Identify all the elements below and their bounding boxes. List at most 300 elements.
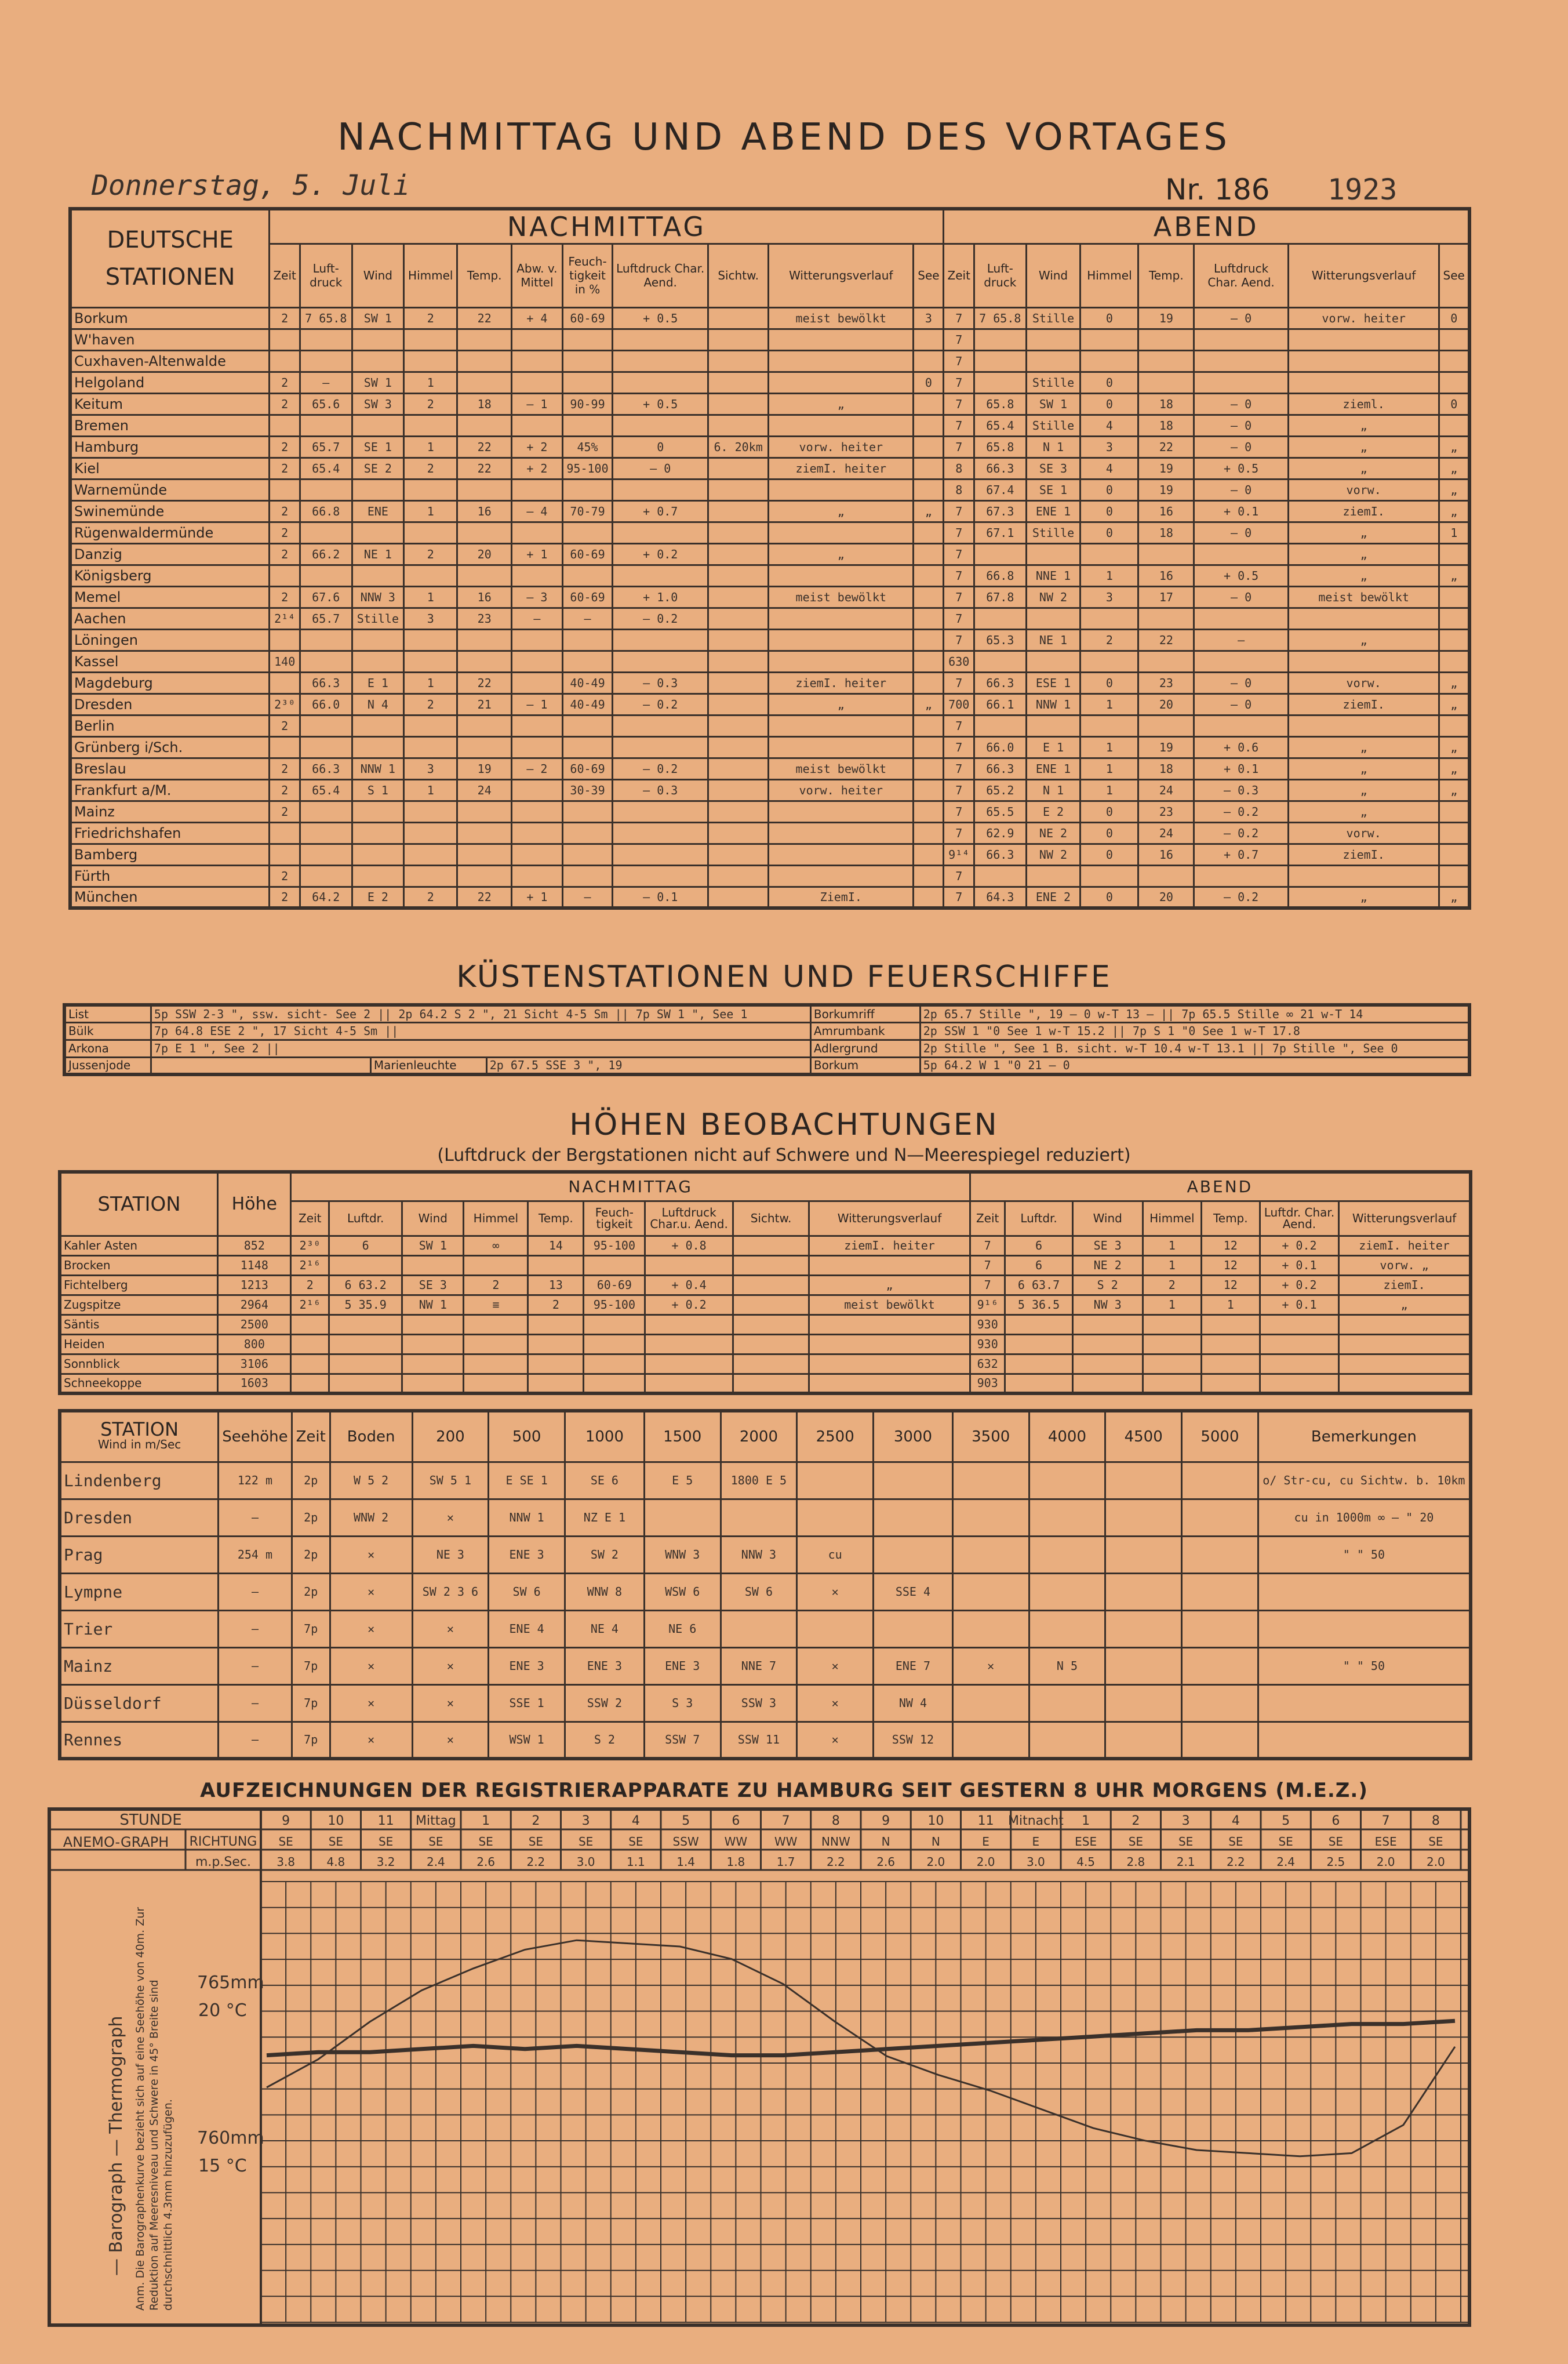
wind-cell: NW 4: [874, 1684, 953, 1722]
hoehen-nachmittag-cell: 6 63.2: [329, 1275, 402, 1295]
hoehen-nachmittag-cell: [645, 1374, 733, 1393]
nachmittag-cell: [404, 801, 457, 822]
abend-cell: NE 1: [1026, 629, 1080, 651]
kuesten-value-left: 7p E 1 ", See 2 ||: [151, 1040, 810, 1057]
hoehen-station-name: Brocken: [60, 1255, 218, 1275]
abend-cell: [1439, 844, 1469, 865]
nachmittag-cell: [914, 736, 944, 758]
nachmittag-cell: [512, 672, 563, 693]
abend-cell: [974, 715, 1026, 736]
wind-cell: [874, 1610, 953, 1647]
report-year: 1923: [1327, 173, 1398, 206]
hoehen-abend-cell: 903: [970, 1374, 1005, 1393]
hoehen-nachmittag-cell: [528, 1334, 584, 1354]
abend-cell: „: [1288, 887, 1439, 908]
nachmittag-cell: [300, 522, 352, 543]
abend-cell: [1439, 801, 1469, 822]
main-table-row: [70, 543, 1469, 565]
nachmittag-cell: [613, 822, 708, 844]
nachmittag-cell: [613, 415, 708, 436]
nachmittag-cell: [352, 565, 404, 586]
nachmittag-cell: 1: [404, 500, 457, 522]
station-name: Keitum: [70, 393, 270, 415]
abend-cell: [1288, 350, 1439, 372]
abend-cell: 0: [1080, 479, 1138, 500]
abend-cell: [1439, 865, 1469, 887]
wind-cell: [874, 1462, 953, 1499]
nachmittag-cell: [613, 565, 708, 586]
nachmittag-cell: 22: [457, 672, 512, 693]
nachmittag-cell: —: [562, 887, 613, 908]
hour-label: 9: [282, 1814, 290, 1828]
abend-cell: — 0.2: [1194, 801, 1289, 822]
nachmittag-cell: [769, 844, 914, 865]
nachmittag-cell: [404, 565, 457, 586]
richtung-value: SE: [578, 1835, 594, 1849]
station-name: Kassel: [70, 651, 270, 672]
abend-cell: ENE 2: [1026, 887, 1080, 908]
hoehen-title: HÖHEN BEOBACHTUNGEN: [569, 1107, 999, 1142]
abend-cell: 20: [1138, 693, 1194, 715]
hour-label: 6: [732, 1814, 740, 1828]
wind-cell: 254 m: [219, 1536, 292, 1573]
station-name: Danzig: [70, 543, 270, 565]
hoehen-nachmittag-cell: 2: [528, 1295, 584, 1314]
nachmittag-cell: 67.6: [300, 586, 352, 608]
nachmittag-cell: [914, 457, 944, 479]
wind-cell: NNE 7: [721, 1647, 797, 1684]
nachmittag-cell: [270, 672, 300, 693]
abend-cell: [1288, 372, 1439, 393]
nachmittag-cell: [404, 715, 457, 736]
hoehen-abend-cell: 5 36.5: [1005, 1295, 1072, 1314]
hoehen-nachmittag-cell: [645, 1314, 733, 1334]
hour-label: 4: [631, 1814, 640, 1828]
nachmittag-cell: [562, 372, 613, 393]
richtung-value: SSW: [672, 1835, 699, 1849]
nachmittag-cell: —: [512, 608, 563, 629]
nachmittag-cell: „: [769, 393, 914, 415]
nachmittag-cell: meist bewölkt: [769, 307, 914, 329]
abend-cell: [1194, 329, 1289, 350]
nachmittag-cell: 2: [404, 393, 457, 415]
hour-label: 10: [328, 1814, 344, 1828]
abend-cell: [1439, 822, 1469, 844]
nachmittag-cell: 60-69: [562, 758, 613, 779]
main-col-n-9: Witterungsverlauf: [769, 244, 914, 307]
wind-cell: [874, 1536, 953, 1573]
nachmittag-cell: 16: [457, 586, 512, 608]
hoehen-abend-cell: 930: [970, 1334, 1005, 1354]
abend-cell: „: [1439, 887, 1469, 908]
main-table-row: [70, 500, 1469, 522]
abend-cell: 24: [1138, 822, 1194, 844]
hoehen-nachmittag-cell: + 0.8: [645, 1236, 733, 1255]
wind-cell: 2p: [292, 1536, 330, 1573]
nachmittag-cell: 2: [404, 887, 457, 908]
hoehen-abend-cell: [1143, 1354, 1201, 1374]
hoehen-nachmittag-cell: 2³⁰: [291, 1236, 329, 1255]
hoehen-abend-cell: [1143, 1374, 1201, 1393]
nachmittag-cell: [300, 329, 352, 350]
speed-value: 2.6: [876, 1855, 896, 1869]
abend-cell: + 0.7: [1194, 844, 1289, 865]
main-table-row: [70, 693, 1469, 715]
nachmittag-cell: [404, 415, 457, 436]
hoehen-row: [60, 1236, 1471, 1255]
abend-cell: [1138, 329, 1194, 350]
main-table-row: [70, 672, 1469, 693]
richtung-value: SE: [1328, 1835, 1344, 1849]
abend-cell: „: [1288, 779, 1439, 801]
hoehen-nachmittag-cell: [464, 1334, 528, 1354]
hoehen-nachmittag-cell: [291, 1334, 329, 1354]
abend-cell: 65.2: [974, 779, 1026, 801]
abend-cell: 65.3: [974, 629, 1026, 651]
speed-value: 4.5: [1076, 1855, 1096, 1869]
hoehen-col-a-1: Luftdr.: [1005, 1201, 1072, 1236]
nachmittag-cell: [270, 565, 300, 586]
abend-cell: 0: [1080, 801, 1138, 822]
abend-cell: 7: [944, 801, 974, 822]
hoehen-subtitle: (Luftdruck der Bergstationen nicht auf Schwere und N—Meerespiegel reduziert): [437, 1145, 1131, 1165]
speed-value: 2.4: [1276, 1855, 1296, 1869]
abend-cell: 7: [944, 608, 974, 629]
station-name: Borkum: [70, 307, 270, 329]
abend-cell: [1080, 329, 1138, 350]
nachmittag-cell: [708, 779, 769, 801]
nachmittag-cell: [769, 736, 914, 758]
wind-col-8: 2500: [797, 1411, 874, 1462]
wind-cell: ✕: [330, 1573, 412, 1610]
nachmittag-cell: [613, 865, 708, 887]
nachmittag-cell: [270, 844, 300, 865]
main-table-row: [70, 608, 1469, 629]
nachmittag-cell: [512, 736, 563, 758]
nachmittag-cell: [613, 801, 708, 822]
wind-cell: NE 3: [412, 1536, 489, 1573]
hoehen-nachmittag-cell: [733, 1295, 809, 1314]
nachmittag-cell: vorw. heiter: [769, 779, 914, 801]
abend-cell: [1080, 608, 1138, 629]
abend-cell: 0: [1080, 672, 1138, 693]
abend-cell: „: [1288, 629, 1439, 651]
nachmittag-cell: [769, 822, 914, 844]
nachmittag-cell: — 0: [613, 457, 708, 479]
nachmittag-cell: SW 3: [352, 393, 404, 415]
hoehen-abend-cell: 9¹⁶: [970, 1295, 1005, 1314]
wind-station-name: Prag: [60, 1536, 219, 1573]
hoehen-row: [60, 1374, 1471, 1393]
main-col-a-7: See: [1439, 244, 1469, 307]
nachmittag-cell: [914, 629, 944, 651]
abend-cell: [1194, 651, 1289, 672]
wind-cell: 7p: [292, 1722, 330, 1759]
nachmittag-cell: [708, 629, 769, 651]
main-col-n-7: Luftdruck Char. Aend.: [613, 244, 708, 307]
wind-cell: ENE 7: [874, 1647, 953, 1684]
hoehen-nachmittag-cell: [584, 1334, 645, 1354]
nachmittag-cell: [512, 844, 563, 865]
abend-cell: 7: [944, 372, 974, 393]
kuesten-station-left: Arkona: [64, 1040, 151, 1057]
hour-label: 10: [927, 1814, 944, 1828]
nachmittag-cell: [562, 629, 613, 651]
main-col-a-5: Luftdruck Char. Aend.: [1194, 244, 1289, 307]
hoehen-abend-cell: 7: [970, 1255, 1005, 1275]
nachmittag-cell: 2: [270, 307, 300, 329]
main-col-a-3: Himmel: [1080, 244, 1138, 307]
speed-value: 2.0: [1426, 1855, 1445, 1869]
wind-cell: [952, 1722, 1029, 1759]
hoehen-abend-cell: + 0.1: [1260, 1255, 1338, 1275]
wind-col-14: Bemerkungen: [1258, 1411, 1471, 1462]
nachmittag-cell: [708, 736, 769, 758]
hoehen-abend-cell: 6: [1005, 1255, 1072, 1275]
kuesten-row: [64, 1057, 1469, 1074]
nachmittag-cell: 23: [457, 608, 512, 629]
hoehen-nachmittag-cell: 95-100: [584, 1295, 645, 1314]
speed-value: 1.7: [776, 1855, 795, 1869]
wind-cell: 7p: [292, 1610, 330, 1647]
nachmittag-cell: NNW 1: [352, 758, 404, 779]
nachmittag-cell: 2: [270, 758, 300, 779]
nachmittag-cell: [404, 844, 457, 865]
nachmittag-cell: [352, 350, 404, 372]
nachmittag-cell: [914, 543, 944, 565]
nachmittag-cell: [769, 372, 914, 393]
hoehen-abend-cell: ziemI. heiter: [1339, 1236, 1471, 1255]
wind-cell: ✕: [412, 1684, 489, 1722]
nachmittag-cell: 3: [914, 307, 944, 329]
side-anm-wrap: [133, 1893, 203, 2311]
hoehen-nachmittag-cell: [464, 1314, 528, 1334]
hoehen-nachmittag-cell: [733, 1354, 809, 1374]
main-table-row: [70, 350, 1469, 372]
hoehen-nachmittag-cell: [291, 1314, 329, 1334]
wind-cell: [952, 1610, 1029, 1647]
nachmittag-cell: [562, 651, 613, 672]
main-col-n-1: Luft-druck: [300, 244, 352, 307]
abend-cell: „: [1288, 457, 1439, 479]
abend-cell: 0: [1080, 500, 1138, 522]
abend-cell: [1288, 865, 1439, 887]
main-col-n-5: Abw. v. Mittel: [512, 244, 563, 307]
abend-cell: „: [1439, 672, 1469, 693]
hoehen-nachmittag-cell: [402, 1354, 464, 1374]
kuesten-station-right: Borkum: [810, 1057, 920, 1074]
abend-cell: „: [1288, 801, 1439, 822]
nachmittag-cell: [352, 715, 404, 736]
nachmittag-cell: [404, 479, 457, 500]
nachmittag-cell: [457, 801, 512, 822]
nachmittag-cell: [512, 865, 563, 887]
wind-cell: S 2: [565, 1722, 645, 1759]
nachmittag-cell: S 1: [352, 779, 404, 801]
abend-cell: „: [1288, 415, 1439, 436]
main-table-row: [70, 415, 1469, 436]
wind-cell: 7p: [292, 1647, 330, 1684]
abend-cell: [1026, 651, 1080, 672]
wind-cell: [1029, 1536, 1105, 1573]
abend-cell: NE 2: [1026, 822, 1080, 844]
main-table-row: [70, 372, 1469, 393]
wind-cell: [644, 1499, 721, 1536]
main-table-row: [70, 436, 1469, 457]
nachmittag-cell: [613, 629, 708, 651]
hoehen-nachmittag-cell: 2: [291, 1275, 329, 1295]
wind-station-name: Lindenberg: [60, 1462, 219, 1499]
nachmittag-cell: N 4: [352, 693, 404, 715]
wind-cell: [1182, 1462, 1258, 1499]
speed-value: 2.0: [976, 1855, 995, 1869]
nachmittag-cell: [708, 522, 769, 543]
nachmittag-cell: [404, 822, 457, 844]
nachmittag-cell: [769, 329, 914, 350]
abend-cell: „: [1439, 758, 1469, 779]
speed-value: 3.0: [1026, 1855, 1045, 1869]
nachmittag-cell: [914, 672, 944, 693]
abend-cell: — 0: [1194, 307, 1289, 329]
t-hi-label: 20 °C: [198, 2000, 247, 2021]
richtung-value: SE: [1278, 1835, 1293, 1849]
nachmittag-cell: [914, 329, 944, 350]
wind-cell: SSE 4: [874, 1573, 953, 1610]
hoehen-col-n-4: Temp.: [528, 1201, 584, 1236]
abend-cell: [1194, 372, 1289, 393]
hour-label: 4: [1231, 1814, 1240, 1828]
wind-cell: [1029, 1462, 1105, 1499]
abend-cell: „: [1288, 758, 1439, 779]
abend-cell: 66.3: [974, 844, 1026, 865]
nachmittag-cell: + 2: [512, 436, 563, 457]
nachmittag-cell: [708, 608, 769, 629]
abend-cell: 19: [1138, 736, 1194, 758]
station-name: Breslau: [70, 758, 270, 779]
main-col-n-0: Zeit: [270, 244, 300, 307]
abend-cell: [1194, 350, 1289, 372]
station-name: Königsberg: [70, 565, 270, 586]
hoehen-nachmittag-cell: 2: [464, 1275, 528, 1295]
abend-cell: 16: [1138, 500, 1194, 522]
main-col-a-2: Wind: [1026, 244, 1080, 307]
speed-value: 3.8: [277, 1855, 296, 1869]
nachmittag-cell: [914, 350, 944, 372]
abend-cell: [1026, 543, 1080, 565]
nachmittag-cell: 2: [270, 779, 300, 801]
wind-cell: E SE 1: [489, 1462, 565, 1499]
wind-cell: 2p: [292, 1462, 330, 1499]
abend-cell: 7: [944, 329, 974, 350]
hoehen-nachmittag-cell: ∞: [464, 1236, 528, 1255]
nachmittag-cell: SE 1: [352, 436, 404, 457]
station-name: Mainz: [70, 801, 270, 822]
abend-cell: meist bewölkt: [1288, 586, 1439, 608]
nachmittag-cell: [352, 329, 404, 350]
nachmittag-cell: [769, 479, 914, 500]
abend-cell: „: [1439, 693, 1469, 715]
speed-value: 2.6: [476, 1855, 496, 1869]
hoehen-nachmittag-cell: [464, 1255, 528, 1275]
speed-value: 1.1: [626, 1855, 645, 1869]
nachmittag-cell: + 4: [512, 307, 563, 329]
nachmittag-cell: 0: [613, 436, 708, 457]
hoehen-abend-cell: [1339, 1334, 1471, 1354]
wind-cell: —: [219, 1573, 292, 1610]
nachmittag-cell: [562, 415, 613, 436]
abend-cell: [1439, 651, 1469, 672]
main-table-row: [70, 865, 1469, 887]
nachmittag-cell: [457, 329, 512, 350]
abend-cell: 7: [944, 415, 974, 436]
wind-cell: ✕: [330, 1647, 412, 1684]
nachmittag-cell: [914, 608, 944, 629]
abend-cell: „: [1439, 500, 1469, 522]
wind-cell: [952, 1536, 1029, 1573]
richtung-value: E: [982, 1835, 989, 1849]
abend-cell: 1: [1080, 758, 1138, 779]
nachmittag-cell: 21: [457, 693, 512, 715]
main-col-n-4: Temp.: [457, 244, 512, 307]
main-nachmittag-header: NACHMITTAG: [270, 209, 944, 244]
hour-label: 5: [682, 1814, 690, 1828]
abend-cell: 9¹⁴: [944, 844, 974, 865]
nachmittag-cell: [512, 329, 563, 350]
wind-cell: ENE 3: [489, 1647, 565, 1684]
nachmittag-cell: 2: [270, 865, 300, 887]
hoehen-abend-cell: [1005, 1374, 1072, 1393]
abend-cell: — 0: [1194, 522, 1289, 543]
abend-cell: „: [1288, 543, 1439, 565]
kuesten-value-right: 5p 64.2 W 1 "0 21 — 0: [920, 1057, 1469, 1074]
nachmittag-cell: [769, 865, 914, 887]
hoehen-abend-cell: [1072, 1374, 1143, 1393]
abend-cell: — 0: [1194, 415, 1289, 436]
abend-cell: + 0.1: [1194, 758, 1289, 779]
station-name: Warnemünde: [70, 479, 270, 500]
hoehen-col-a-6: Witterungsverlauf: [1339, 1201, 1471, 1236]
hoehen-abend-cell: 632: [970, 1354, 1005, 1374]
wind-cell: [1105, 1722, 1182, 1759]
wind-cell: NZ E 1: [565, 1499, 645, 1536]
nachmittag-cell: [708, 329, 769, 350]
wind-col-11: 4000: [1029, 1411, 1105, 1462]
station-name: Friedrichshafen: [70, 822, 270, 844]
hour-label: 3: [581, 1814, 590, 1828]
abend-cell: 7: [944, 758, 974, 779]
nachmittag-cell: 2: [404, 693, 457, 715]
nachmittag-cell: [300, 865, 352, 887]
abend-cell: 18: [1138, 522, 1194, 543]
abend-cell: 0: [1080, 522, 1138, 543]
abend-cell: 65.4: [974, 415, 1026, 436]
abend-cell: 62.9: [974, 822, 1026, 844]
main-table-row: [70, 565, 1469, 586]
hoehen-abend-cell: NE 2: [1072, 1255, 1143, 1275]
nachmittag-cell: + 0.5: [613, 393, 708, 415]
nachmittag-cell: 22: [457, 457, 512, 479]
hoehen-station-name: Schneekoppe: [60, 1374, 218, 1393]
abend-cell: [1026, 865, 1080, 887]
hoehen-col-a-0: Zeit: [970, 1201, 1005, 1236]
wind-cell: ENE 4: [489, 1610, 565, 1647]
hour-label: 8: [1431, 1814, 1440, 1828]
nachmittag-cell: [708, 801, 769, 822]
nachmittag-cell: [404, 350, 457, 372]
hoehen-col-n-8: Witterungsverlauf: [809, 1201, 970, 1236]
main-col-n-6: Feuch-tigkeit in %: [562, 244, 613, 307]
abend-cell: 7: [944, 779, 974, 801]
